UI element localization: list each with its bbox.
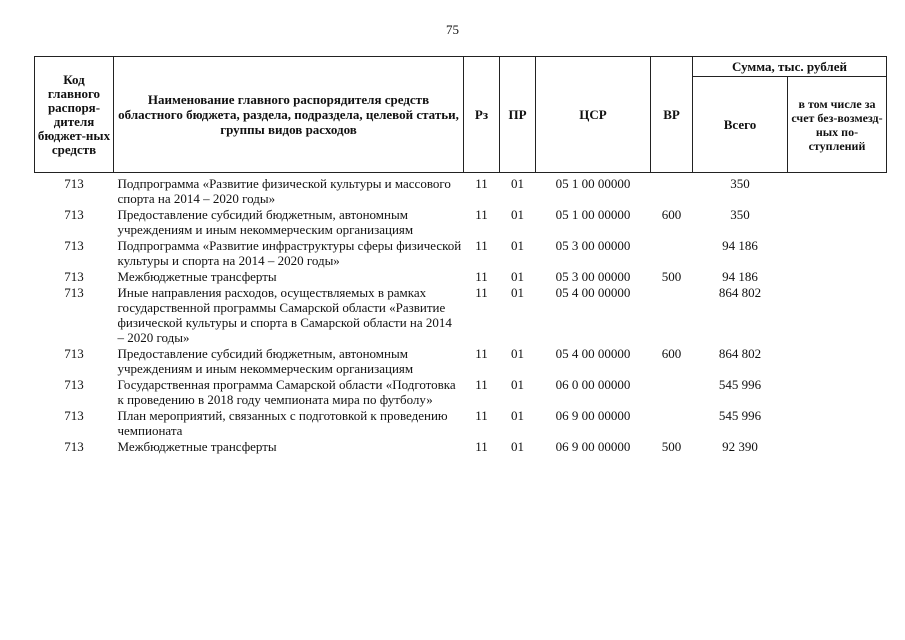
cell-pr: 01 — [511, 207, 524, 222]
cell-vr — [651, 173, 693, 207]
cell-rz: 11 — [475, 176, 488, 191]
cell-rz: 11 — [475, 269, 488, 284]
header-rz: Рз — [464, 57, 500, 173]
cell-free — [788, 268, 887, 284]
page-number: 75 — [446, 22, 459, 37]
cell-total: 864 802 — [718, 285, 762, 300]
cell-name: Подпрограмма «Развитие физической культуры и массового спорта на 2014 – 2020 годы» — [117, 176, 451, 206]
cell-vr: 600 — [661, 207, 682, 222]
cell-code: 713 — [64, 285, 84, 300]
cell-name: Предоставление субсидий бюджетным, автономным учреждениям и иным некоммерческим организациям — [117, 346, 414, 376]
cell-name: Межбюджетные трансферты — [117, 439, 277, 454]
cell-code: 713 — [64, 207, 84, 222]
header-free: в том числе за счет без-возмезд-ных по-ступлений — [788, 77, 887, 173]
cell-pr: 01 — [511, 408, 524, 423]
cell-code: 713 — [64, 238, 84, 253]
table-row — [35, 438, 887, 454]
table-row — [35, 237, 887, 268]
header-csr: ЦСР — [536, 57, 651, 173]
budget-table — [34, 56, 887, 454]
cell-code: 713 — [64, 269, 84, 284]
header-pr: ПР — [500, 57, 536, 173]
cell-csr: 06 9 00 00000 — [555, 439, 631, 454]
cell-rz: 11 — [475, 439, 488, 454]
cell-total: 350 — [730, 176, 750, 191]
header-code: Код главного распоря-дителя бюджет-ных средств — [35, 57, 114, 173]
cell-code: 713 — [64, 346, 84, 361]
cell-rz: 11 — [475, 346, 488, 361]
header-vr: ВР — [651, 57, 693, 173]
cell-rz: 11 — [475, 377, 488, 392]
cell-vr — [651, 237, 693, 268]
cell-code: 713 — [64, 439, 84, 454]
table-header — [35, 57, 887, 173]
cell-csr: 05 1 00 00000 — [555, 176, 631, 191]
cell-name: Межбюджетные трансферты — [117, 269, 277, 284]
cell-free — [788, 173, 887, 207]
cell-csr: 05 4 00 00000 — [555, 346, 631, 361]
cell-free — [788, 376, 887, 407]
cell-free — [788, 237, 887, 268]
cell-free — [788, 345, 887, 376]
cell-pr: 01 — [511, 377, 524, 392]
cell-name: Иные направления расходов, осуществляемых в рамках государственной программы Самарской области «Развитие физической культуры и спорта в Самарской области на 2014 – 2020 годы» — [117, 285, 452, 345]
table-row — [35, 206, 887, 237]
cell-name: Предоставление субсидий бюджетным, автономным учреждениям и иным некоммерческим организациям — [117, 207, 414, 237]
cell-csr: 06 0 00 00000 — [555, 377, 631, 392]
cell-pr: 01 — [511, 238, 524, 253]
cell-code: 713 — [64, 377, 84, 392]
cell-rz: 11 — [475, 408, 488, 423]
cell-pr: 01 — [511, 269, 524, 284]
table-row — [35, 345, 887, 376]
cell-pr: 01 — [511, 285, 524, 300]
cell-total: 94 186 — [722, 269, 758, 284]
cell-name: План мероприятий, связанных с подготовкой к проведению чемпионата — [117, 408, 448, 438]
cell-total: 92 390 — [722, 439, 758, 454]
cell-total: 350 — [730, 207, 750, 222]
cell-free — [788, 206, 887, 237]
cell-free — [788, 284, 887, 345]
table-row — [35, 376, 887, 407]
cell-vr — [651, 376, 693, 407]
cell-total: 864 802 — [718, 346, 762, 361]
cell-csr: 05 1 00 00000 — [555, 207, 631, 222]
cell-name: Государственная программа Самарской области «Подготовка к проведению в 2018 году чемпионата мира по футболу» — [117, 377, 456, 407]
cell-code: 713 — [64, 176, 84, 191]
cell-csr: 05 4 00 00000 — [555, 285, 631, 300]
cell-csr: 06 9 00 00000 — [555, 408, 631, 423]
cell-vr — [651, 284, 693, 345]
table-row — [35, 268, 887, 284]
cell-name: Подпрограмма «Развитие инфраструктуры сферы физической культуры и спорта на 2014 – 2020 годы» — [117, 238, 462, 268]
cell-code: 713 — [64, 408, 84, 423]
cell-csr: 05 3 00 00000 — [555, 238, 631, 253]
cell-csr: 05 3 00 00000 — [555, 269, 631, 284]
cell-vr: 500 — [661, 439, 682, 454]
header-name: Наименование главного распорядителя средств областного бюджета, раздела, подраздела, целевой статьи, группы видов расходов — [114, 57, 464, 173]
table-row — [35, 284, 887, 345]
table-row — [35, 407, 887, 438]
cell-free — [788, 407, 887, 438]
cell-free — [788, 438, 887, 454]
cell-total: 545 996 — [718, 377, 762, 392]
cell-rz: 11 — [475, 207, 488, 222]
cell-total: 94 186 — [722, 238, 758, 253]
cell-rz: 11 — [475, 238, 488, 253]
cell-pr: 01 — [511, 176, 524, 191]
cell-vr — [651, 407, 693, 438]
cell-vr: 500 — [661, 269, 682, 284]
cell-rz: 11 — [475, 285, 488, 300]
table-row — [35, 173, 887, 207]
cell-pr: 01 — [511, 346, 524, 361]
cell-vr: 600 — [661, 346, 682, 361]
cell-total: 545 996 — [718, 408, 762, 423]
header-total: Всего — [693, 77, 788, 173]
cell-pr: 01 — [511, 439, 524, 454]
header-sum: Сумма, тыс. рублей — [693, 57, 887, 77]
table-body — [35, 173, 887, 455]
